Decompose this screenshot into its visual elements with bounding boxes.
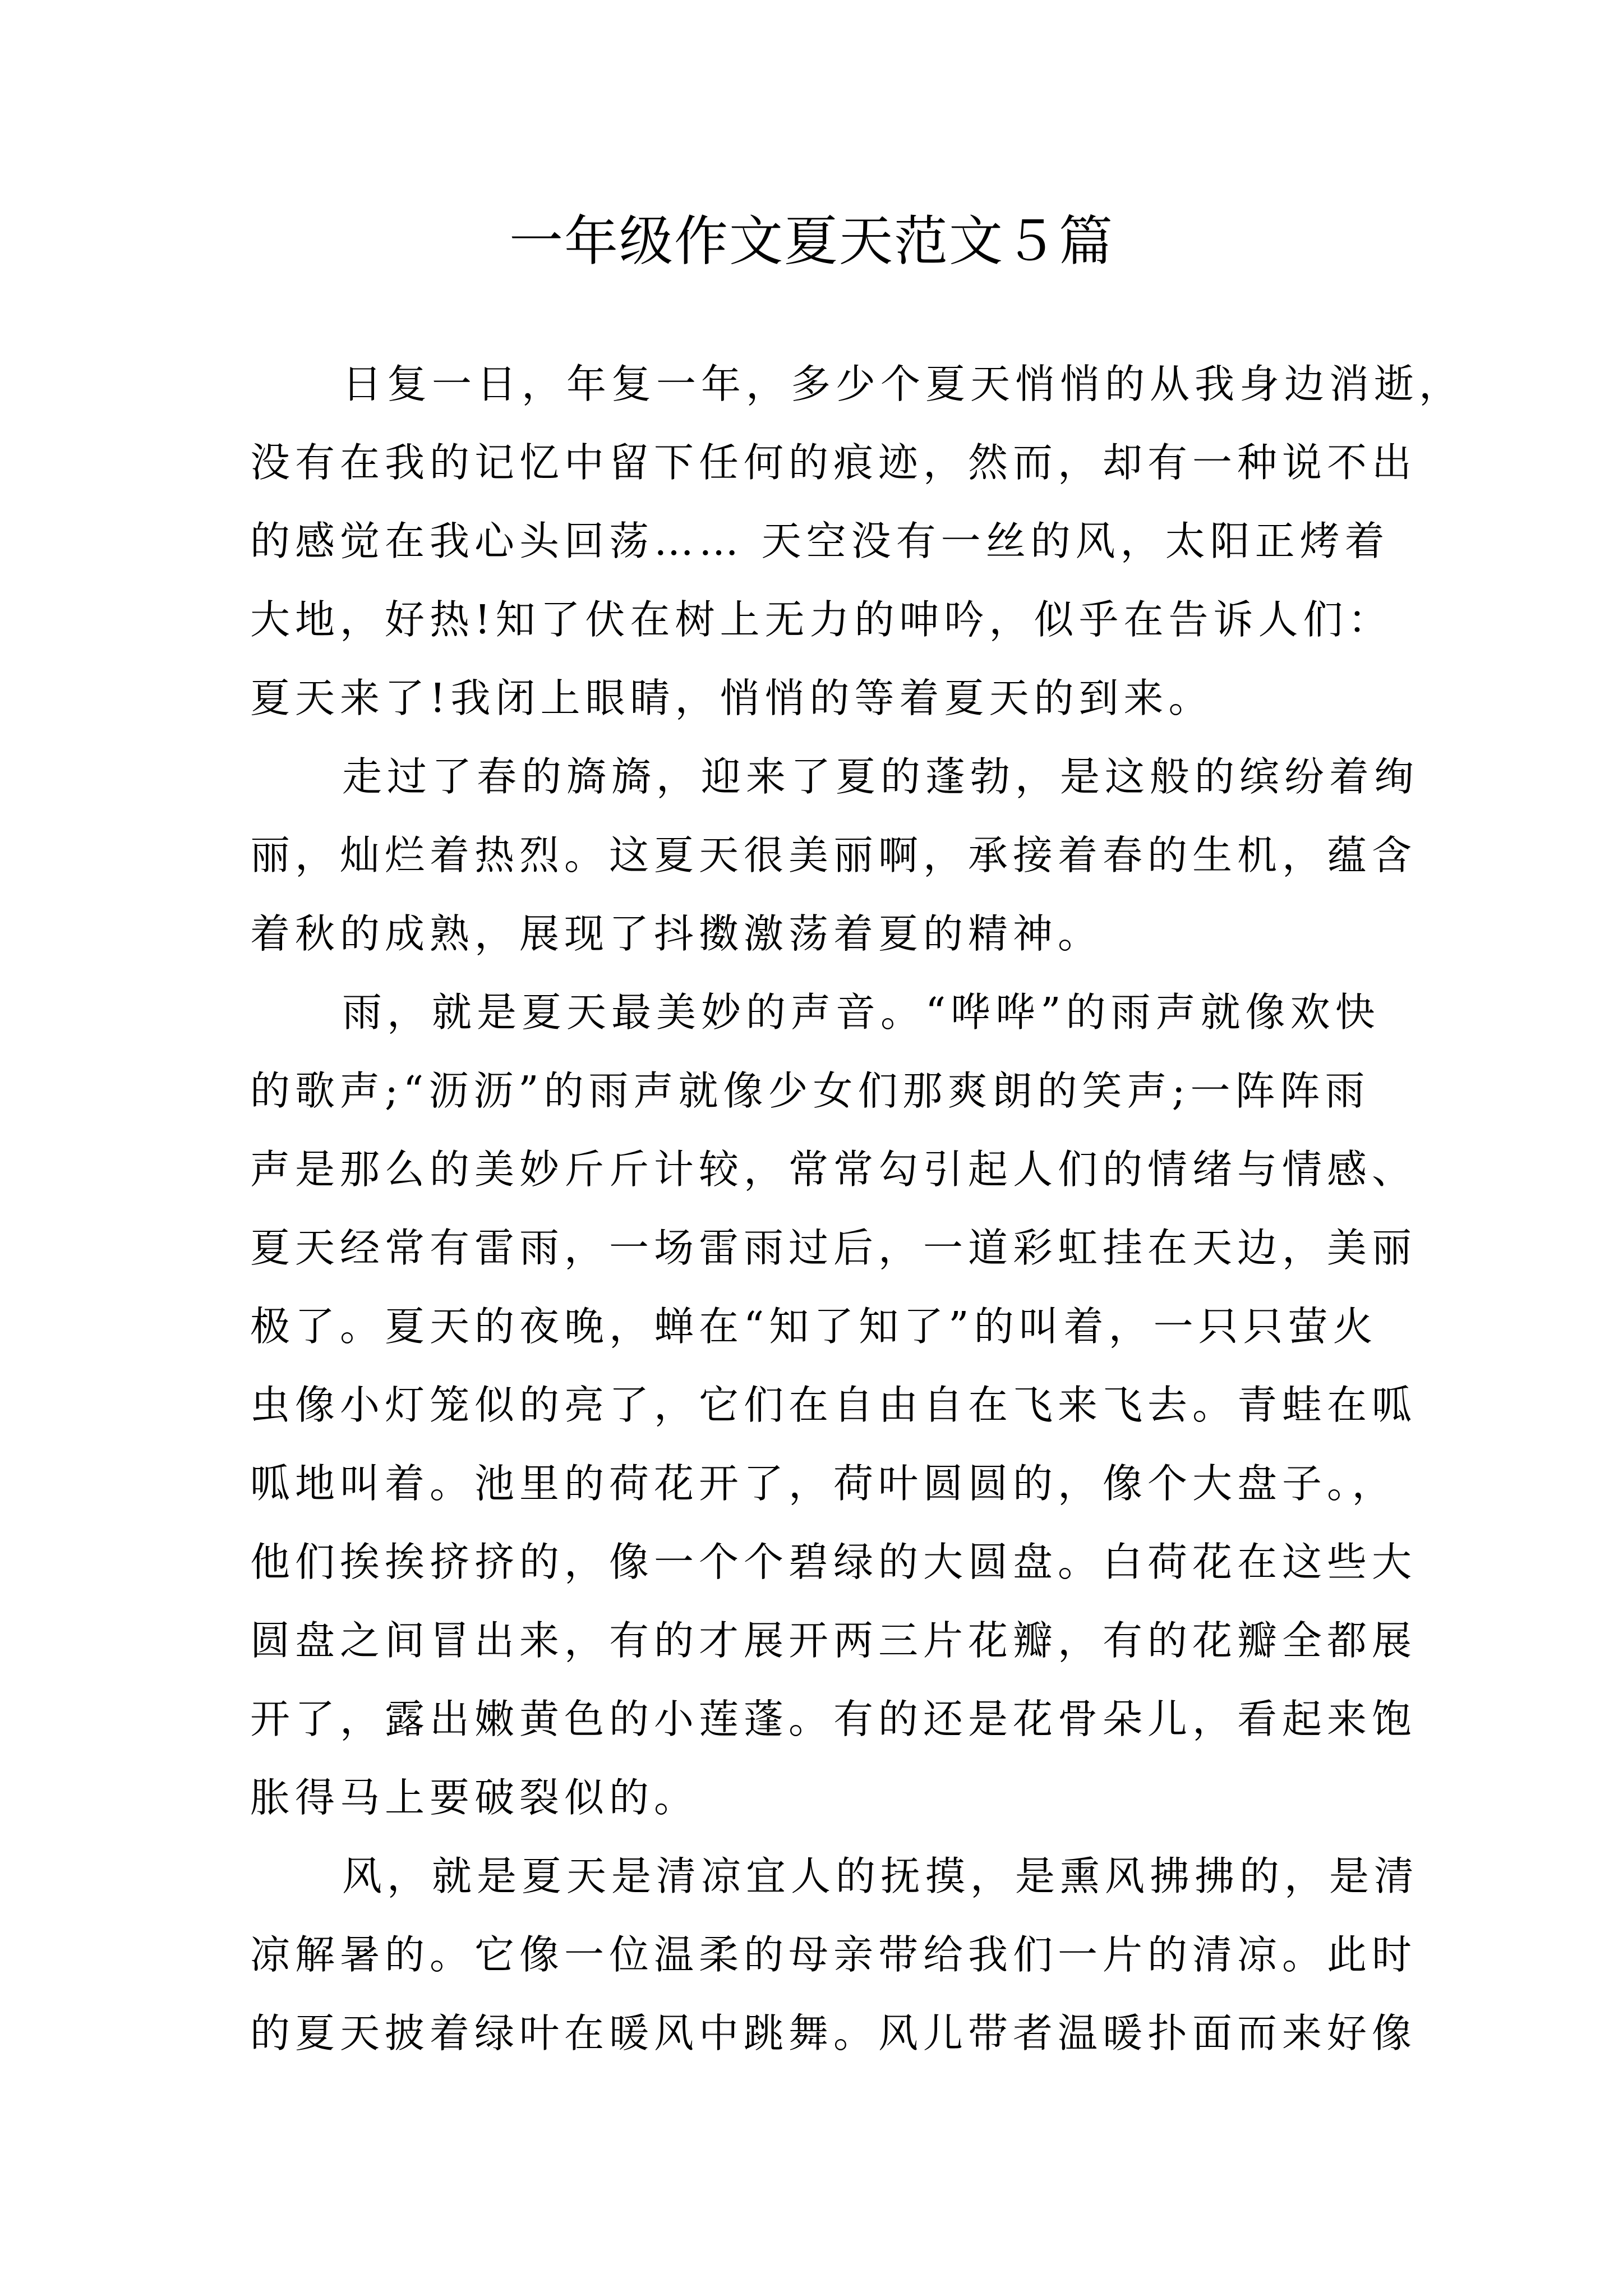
body-text-line: 大地，好热!知了伏在树上无力的呻吟，似乎在告诉人们： <box>250 596 1393 643</box>
body-text-line: 的感觉在我心头回荡…… 天空没有一丝的风，太阳正烤着 <box>250 518 1390 564</box>
body-text-line: 着秋的成熟，展现了抖擞激荡着夏的精神。 <box>250 910 1103 957</box>
body-text-line: 没有在我的记忆中留下任何的痕迹，然而，却有一种说不出 <box>250 439 1417 486</box>
document-title: 一年级作文夏天范文５篇 <box>509 210 1114 273</box>
body-text-line: 极了。夏天的夜晚，蝉在“知了知了”的叫着，一只只萤火 <box>250 1303 1378 1350</box>
document-body <box>250 345 1464 2073</box>
body-text-line: 雨，就是夏天最美妙的声音。“哗哗”的雨声就像欢快 <box>342 989 1380 1036</box>
body-text-line: 呱地叫着。池里的荷花开了，荷叶圆圆的，像个大盘子。， <box>250 1460 1397 1507</box>
body-text-line: 的夏天披着绿叶在暖风中跳舞。风儿带者温暖扑面而来好像 <box>250 2010 1417 2056</box>
body-text-line: 开了，露出嫩黄色的小莲蓬。有的还是花骨朵儿，看起来饱 <box>250 1696 1417 1742</box>
body-text-line: 胀得马上要破裂似的。 <box>250 1774 699 1821</box>
body-text-line: 丽，灿烂着热烈。这夏天很美丽啊，承接着春的生机，蕴含 <box>250 832 1417 878</box>
body-text-line: 凉解暑的。它像一位温柔的母亲带给我们一片的清凉。此时 <box>250 1931 1417 1978</box>
body-text-line: 夏天经常有雷雨，一场雷雨过后，一道彩虹挂在天边，美丽 <box>250 1225 1417 1271</box>
body-text-line: 风，就是夏天是清凉宜人的抚摸，是熏风拂拂的，是清 <box>342 1853 1419 1899</box>
body-text-line: 的歌声;“沥沥”的雨声就像少女们那爽朗的笑声;一阵阵雨 <box>250 1068 1370 1114</box>
body-text-line: 夏天来了!我闭上眼睛，悄悄的等着夏天的到来。 <box>250 675 1214 721</box>
body-text-line: 虫像小灯笼似的亮了，它们在自由自在飞来飞去。青蛙在呱 <box>250 1382 1417 1428</box>
body-text-line: 声是那么的美妙斤斤计较，常常勾引起人们的情绪与情感、 <box>250 1146 1417 1193</box>
body-text-line: 走过了春的旖旖，迎来了夏的蓬勃，是这般的缤纷着绚 <box>342 753 1419 800</box>
body-text-line: 圆盘之间冒出来，有的才展开两三片花瓣，有的花瓣全都展 <box>250 1617 1417 1664</box>
body-text-line: 他们挨挨挤挤的，像一个个碧绿的大圆盘。白荷花在这些大 <box>250 1539 1417 1585</box>
body-text-line: 日复一日，年复一年，多少个夏天悄悄的从我身边消逝， <box>342 361 1464 407</box>
